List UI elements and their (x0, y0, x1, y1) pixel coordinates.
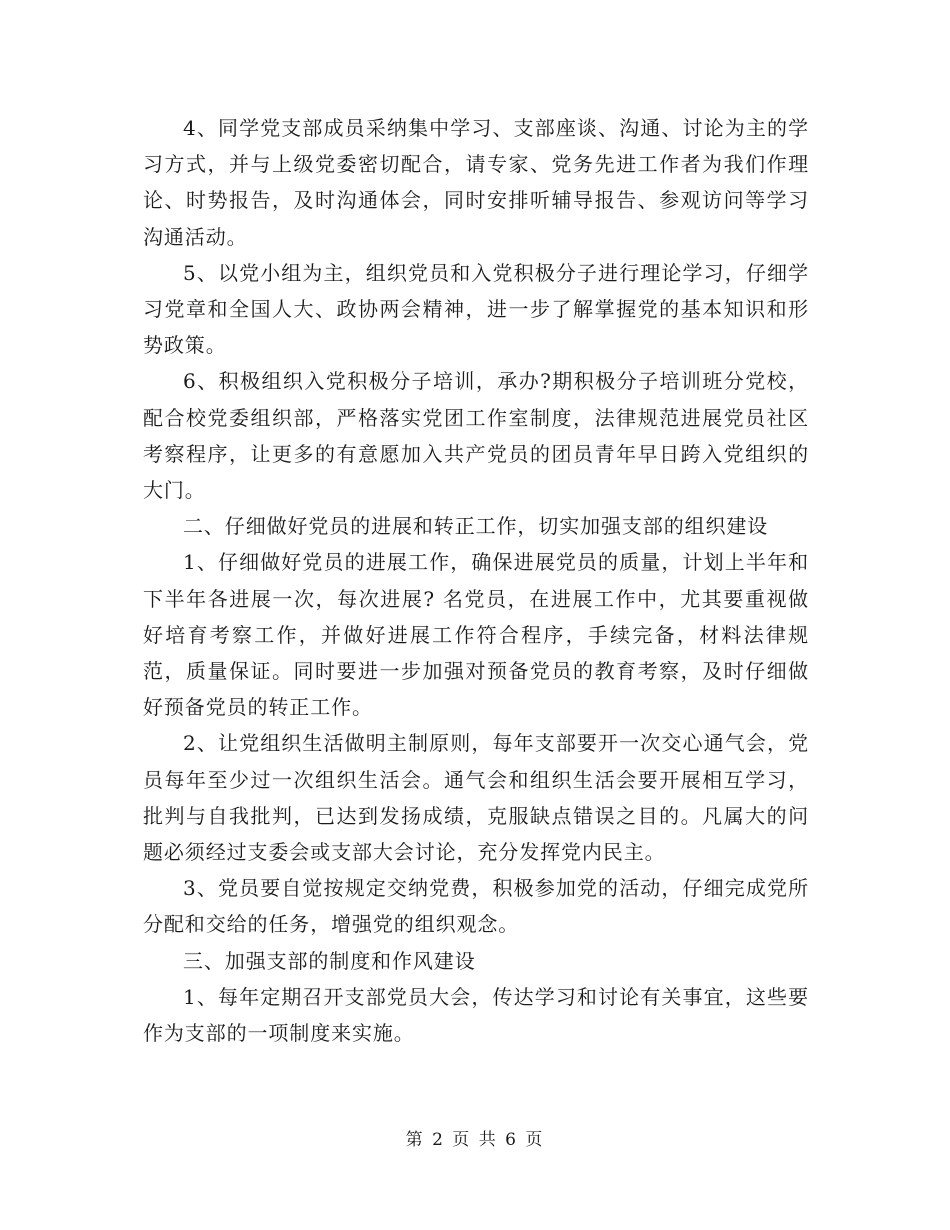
page-number-label: 第 2 页 共 6 页 (405, 1130, 545, 1150)
paragraph: 1、仔细做好党员的进展工作，确保进展党员的质量，计划上半年和下半年各进展一次，每次进展? 名党员，在进展工作中，尤其要重视做好培育考察工作，并做好进展工作符合程序，手续完备，材料法律规范，质量保证。同时要进一步加强对预备党员的教育考察，及时仔细做好预备党员的转正工作。 (143, 550, 809, 720)
section-heading: 二、仔细做好党员的进展和转正工作，切实加强支部的组织建设 (183, 514, 769, 539)
paragraph: 1、每年定期召开支部党员大会，传达学习和讨论有关事宜，这些要作为支部的一项制度来实施。 (143, 984, 809, 1046)
paragraph: 4、同学党支部成员采纳集中学习、支部座谈、沟通、讨论为主的学习方式，并与上级党委密切配合，请专家、党务先进工作者为我们作理论、时势报告，及时沟通体会，同时安排听辅导报告、参观访问等学习沟通活动。 (143, 116, 809, 249)
page-footer (0, 1125, 950, 1150)
paragraph: 3、党员要自觉按规定交纳党费，积极参加党的活动，仔细完成党所分配和交给的任务，增强党的组织观念。 (143, 876, 809, 937)
document-body (143, 110, 809, 1051)
paragraph: 6、积极组织入党积极分子培训，承办?期积极分子培训班分党校，配合校党委组织部，严格落实党团工作室制度，法律规范进展党员社区考察程序，让更多的有意愿加入共产党员的团员青年早日跨入党组织的大门。 (143, 369, 809, 503)
section-heading: 三、加强支部的制度和作风建设 (183, 948, 476, 973)
paragraph: 2、让党组织生活做明主制原则，每年支部要开一次交心通气会，党员每年至少过一次组织生活会。通气会和组织生活会要开展相互学习，批判与自我批判，已达到发扬成绩，克服缺点错误之目的。凡属大的问题必须经过支委会或支部大会讨论，充分发挥党内民主。 (143, 731, 809, 865)
paragraph: 5、以党小组为主，组织党员和入党积极分子进行理论学习，仔细学习党章和全国人大、政协两会精神，进一步了解掌握党的基本知识和形势政策。 (143, 260, 809, 358)
